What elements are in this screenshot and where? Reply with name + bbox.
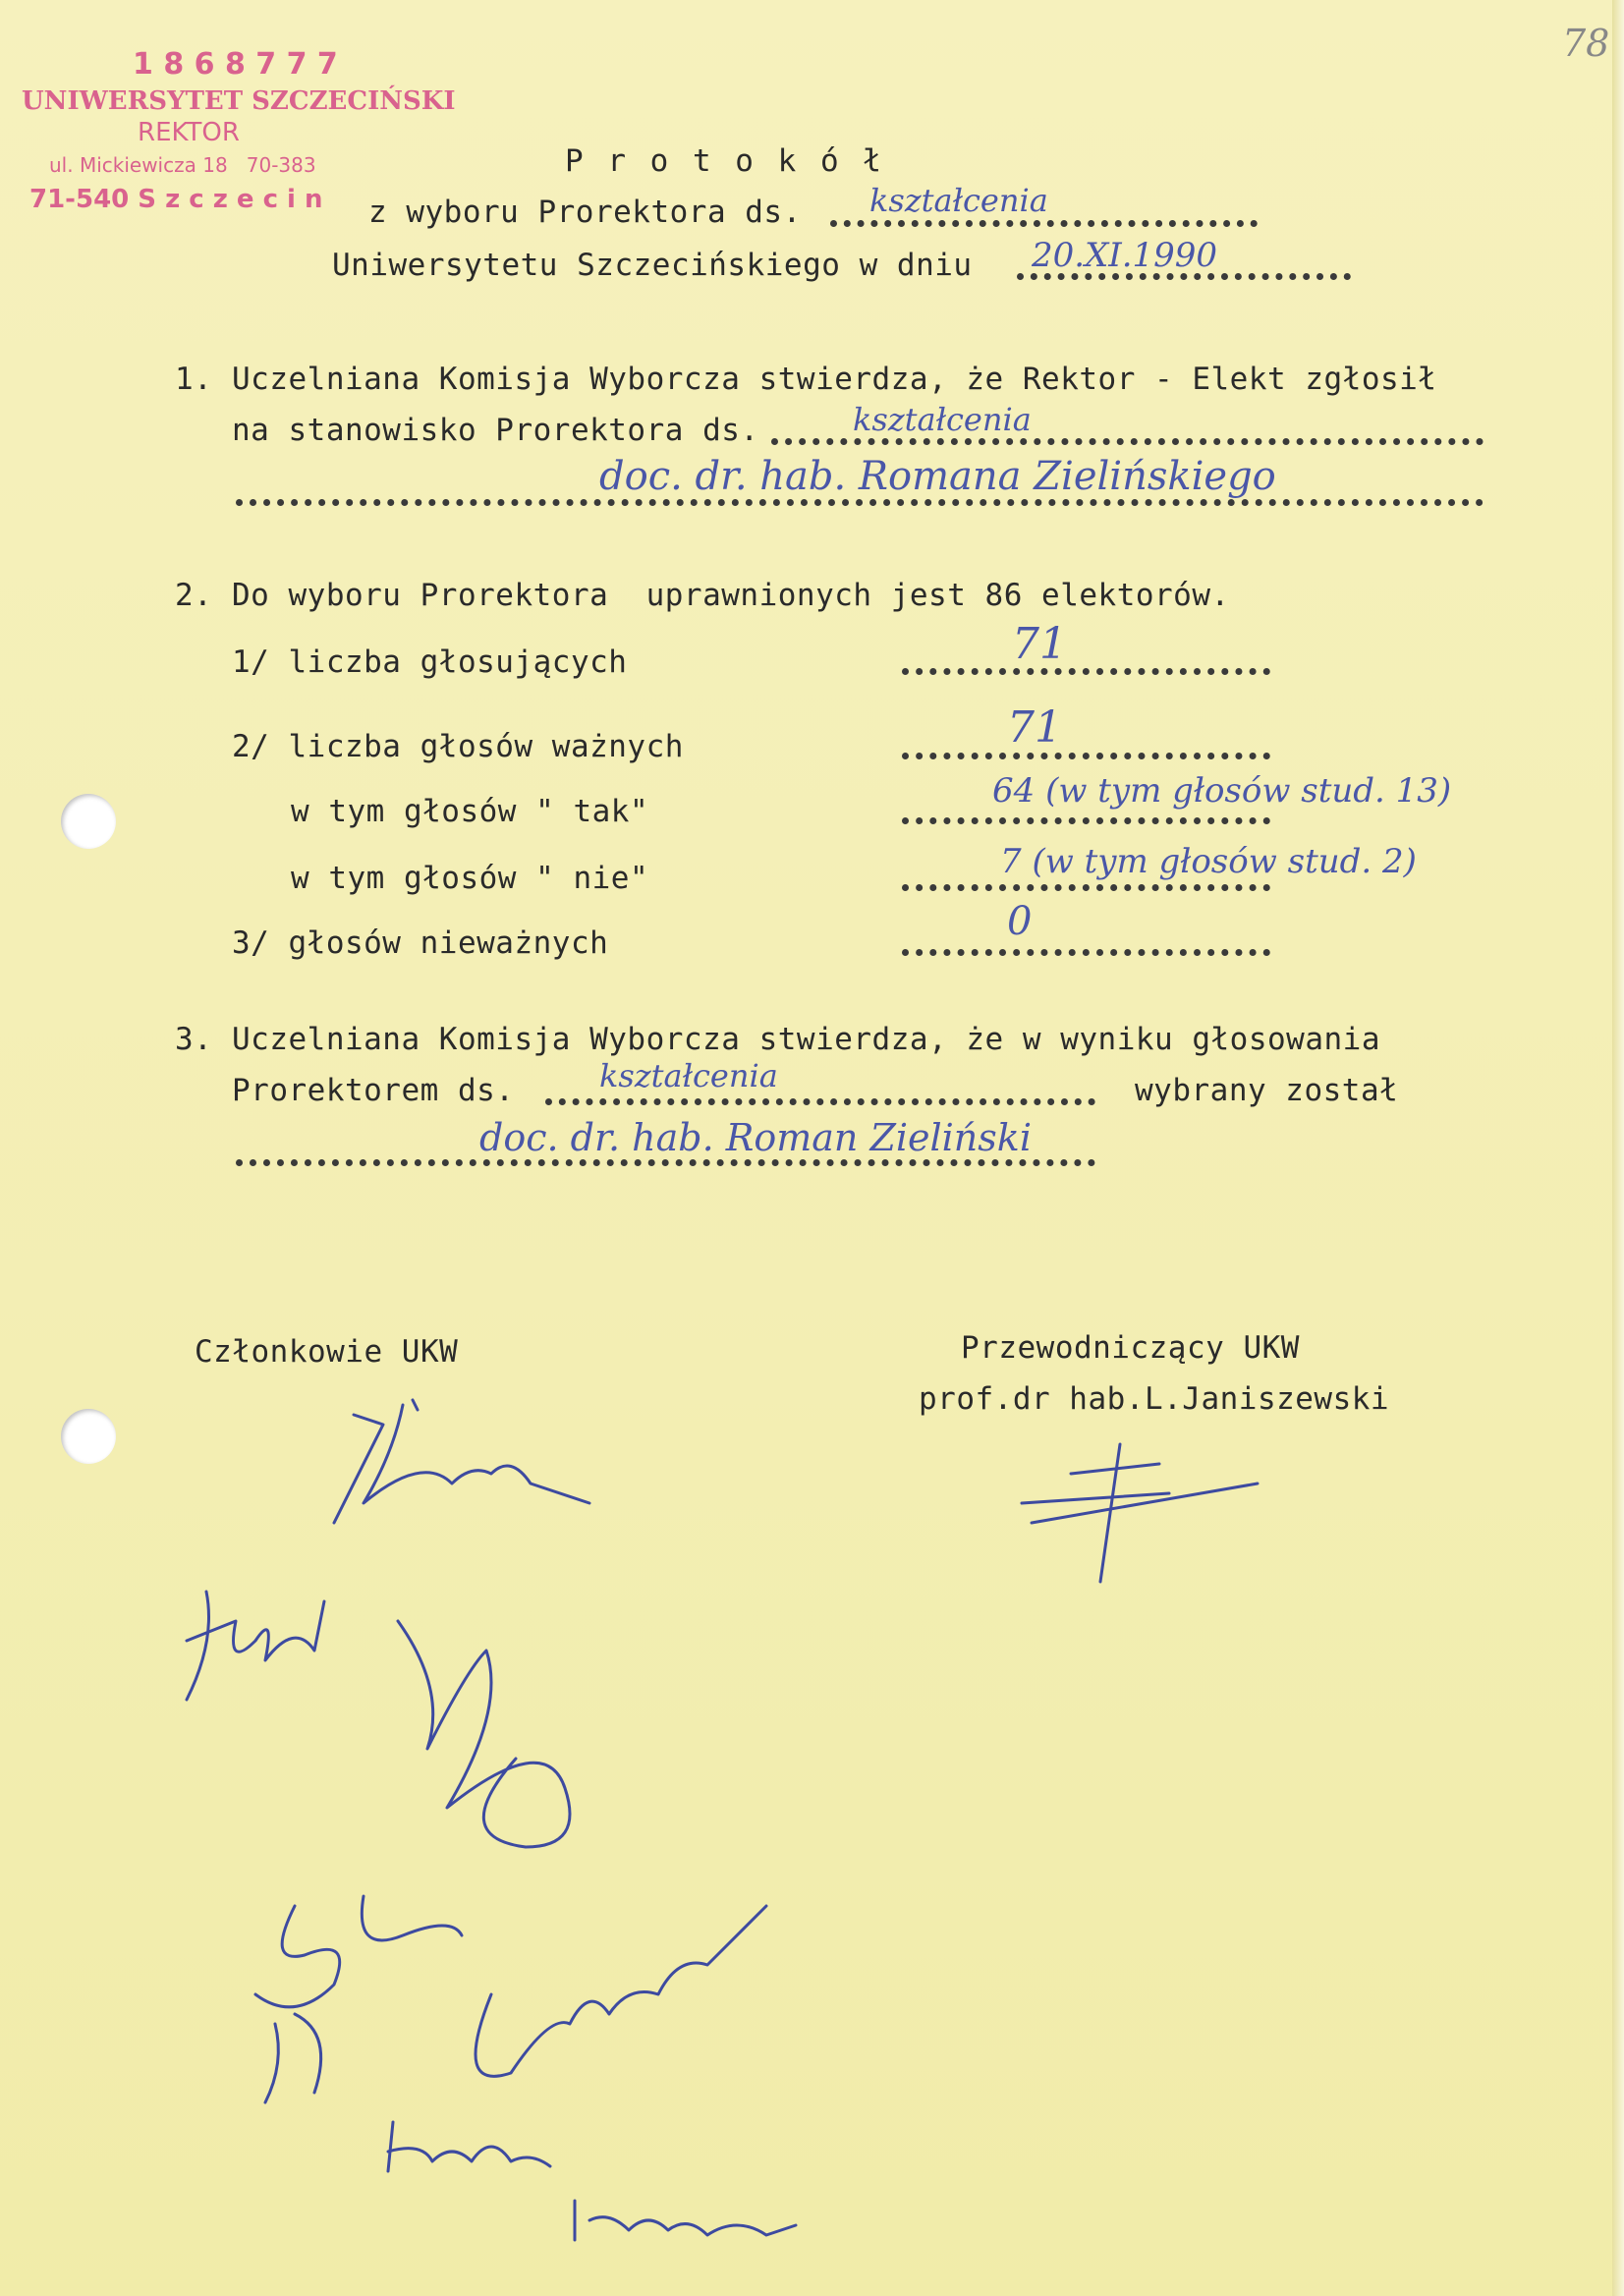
page-edge bbox=[1612, 0, 1624, 2296]
no-votes-value: 7 (w tym głosów stud. 2) bbox=[1000, 842, 1417, 881]
chair-name: prof.dr hab.L.Janiszewski bbox=[919, 1381, 1390, 1417]
stamp-code: 1 8 6 8 7 7 7 bbox=[133, 47, 338, 82]
no-votes-label: w tym głosów " nie" bbox=[291, 861, 649, 896]
section-1-candidate-value: doc. dr. hab. Romana Zielińskiego bbox=[599, 454, 1276, 499]
member-signature-3 bbox=[388, 1611, 644, 1906]
invalid-votes-value: 0 bbox=[1007, 899, 1033, 944]
stamp-line-4: 71-540 S z c z e c i n bbox=[29, 185, 323, 214]
members-label: Członkowie UKW bbox=[195, 1334, 459, 1370]
section-1-line-2-dots bbox=[771, 438, 1484, 445]
header-faculty-value: kształcenia bbox=[869, 182, 1048, 219]
section-1-line-3-dots bbox=[236, 499, 1484, 506]
section-2-line-1: Do wyboru Prorektora uprawnionych jest 86 elektorów. bbox=[232, 578, 1230, 613]
section-1-line-1: Uczelniana Komisja Wyborcza stwierdza, że Rektor - Elekt zgłosił bbox=[232, 362, 1437, 397]
punch-hole-bottom bbox=[61, 1409, 116, 1464]
page-number: 78 bbox=[1562, 22, 1610, 65]
section-1-faculty-value: kształcenia bbox=[853, 401, 1032, 438]
section-3-elected-value: doc. dr. hab. Roman Zieliński bbox=[479, 1116, 1032, 1159]
invalid-votes-dots bbox=[902, 949, 1270, 956]
invalid-votes-label: 3/ głosów nieważnych bbox=[232, 925, 609, 961]
yes-votes-dots bbox=[902, 817, 1270, 824]
header-line-1-dots bbox=[830, 220, 1258, 227]
valid-votes-label: 2/ liczba głosów ważnych bbox=[232, 729, 684, 764]
member-signature-4 bbox=[236, 1876, 825, 2102]
chair-label: Przewodniczący UKW bbox=[961, 1330, 1300, 1366]
member-signature-2 bbox=[167, 1582, 383, 1719]
stamp-line-1: UNIWERSYTET SZCZECIŃSKI bbox=[22, 86, 456, 116]
yes-votes-value: 64 (w tym głosów stud. 13) bbox=[992, 771, 1452, 811]
section-3-faculty-value: kształcenia bbox=[599, 1057, 778, 1094]
voters-value: 71 bbox=[1012, 619, 1067, 669]
member-signature-6 bbox=[570, 2191, 815, 2250]
valid-votes-dots bbox=[902, 753, 1270, 759]
section-3-line-1: Uczelniana Komisja Wyborcza stwierdza, że w wyniku głosowania bbox=[232, 1022, 1380, 1057]
section-3-number: 3. bbox=[175, 1022, 213, 1057]
section-2-number: 2. bbox=[175, 578, 213, 613]
member-signature-1 bbox=[295, 1395, 609, 1572]
voters-label: 1/ liczba głosujących bbox=[232, 644, 628, 680]
member-signature-5 bbox=[383, 2112, 599, 2191]
section-3-elected-label: wybrany został bbox=[1135, 1073, 1399, 1108]
section-1-number: 1. bbox=[175, 362, 213, 397]
chair-signature bbox=[1012, 1425, 1267, 1592]
section-1-line-2: na stanowisko Prorektora ds. bbox=[232, 413, 759, 448]
header-date-value: 20.XI.1990 bbox=[1032, 236, 1218, 275]
valid-votes-value: 71 bbox=[1007, 702, 1062, 753]
stamp-line-2: REKTOR bbox=[138, 118, 240, 147]
section-3-line-3-dots bbox=[236, 1159, 1095, 1166]
header-line-1: z wyboru Prorektora ds. bbox=[368, 195, 802, 230]
no-votes-dots bbox=[902, 884, 1270, 891]
punch-hole-top bbox=[61, 794, 116, 849]
section-3-line-2: Prorektorem ds. bbox=[232, 1073, 515, 1108]
yes-votes-label: w tym głosów " tak" bbox=[291, 794, 649, 829]
voters-dots bbox=[902, 668, 1270, 675]
section-3-line-2-dots bbox=[545, 1098, 1095, 1105]
header-line-2: Uniwersytetu Szczecińskiego w dniu bbox=[332, 248, 973, 283]
stamp-line-3: ul. Mickiewicza 18 70-383 bbox=[49, 153, 316, 177]
document-title: P r o t o k ó ł bbox=[565, 143, 884, 179]
